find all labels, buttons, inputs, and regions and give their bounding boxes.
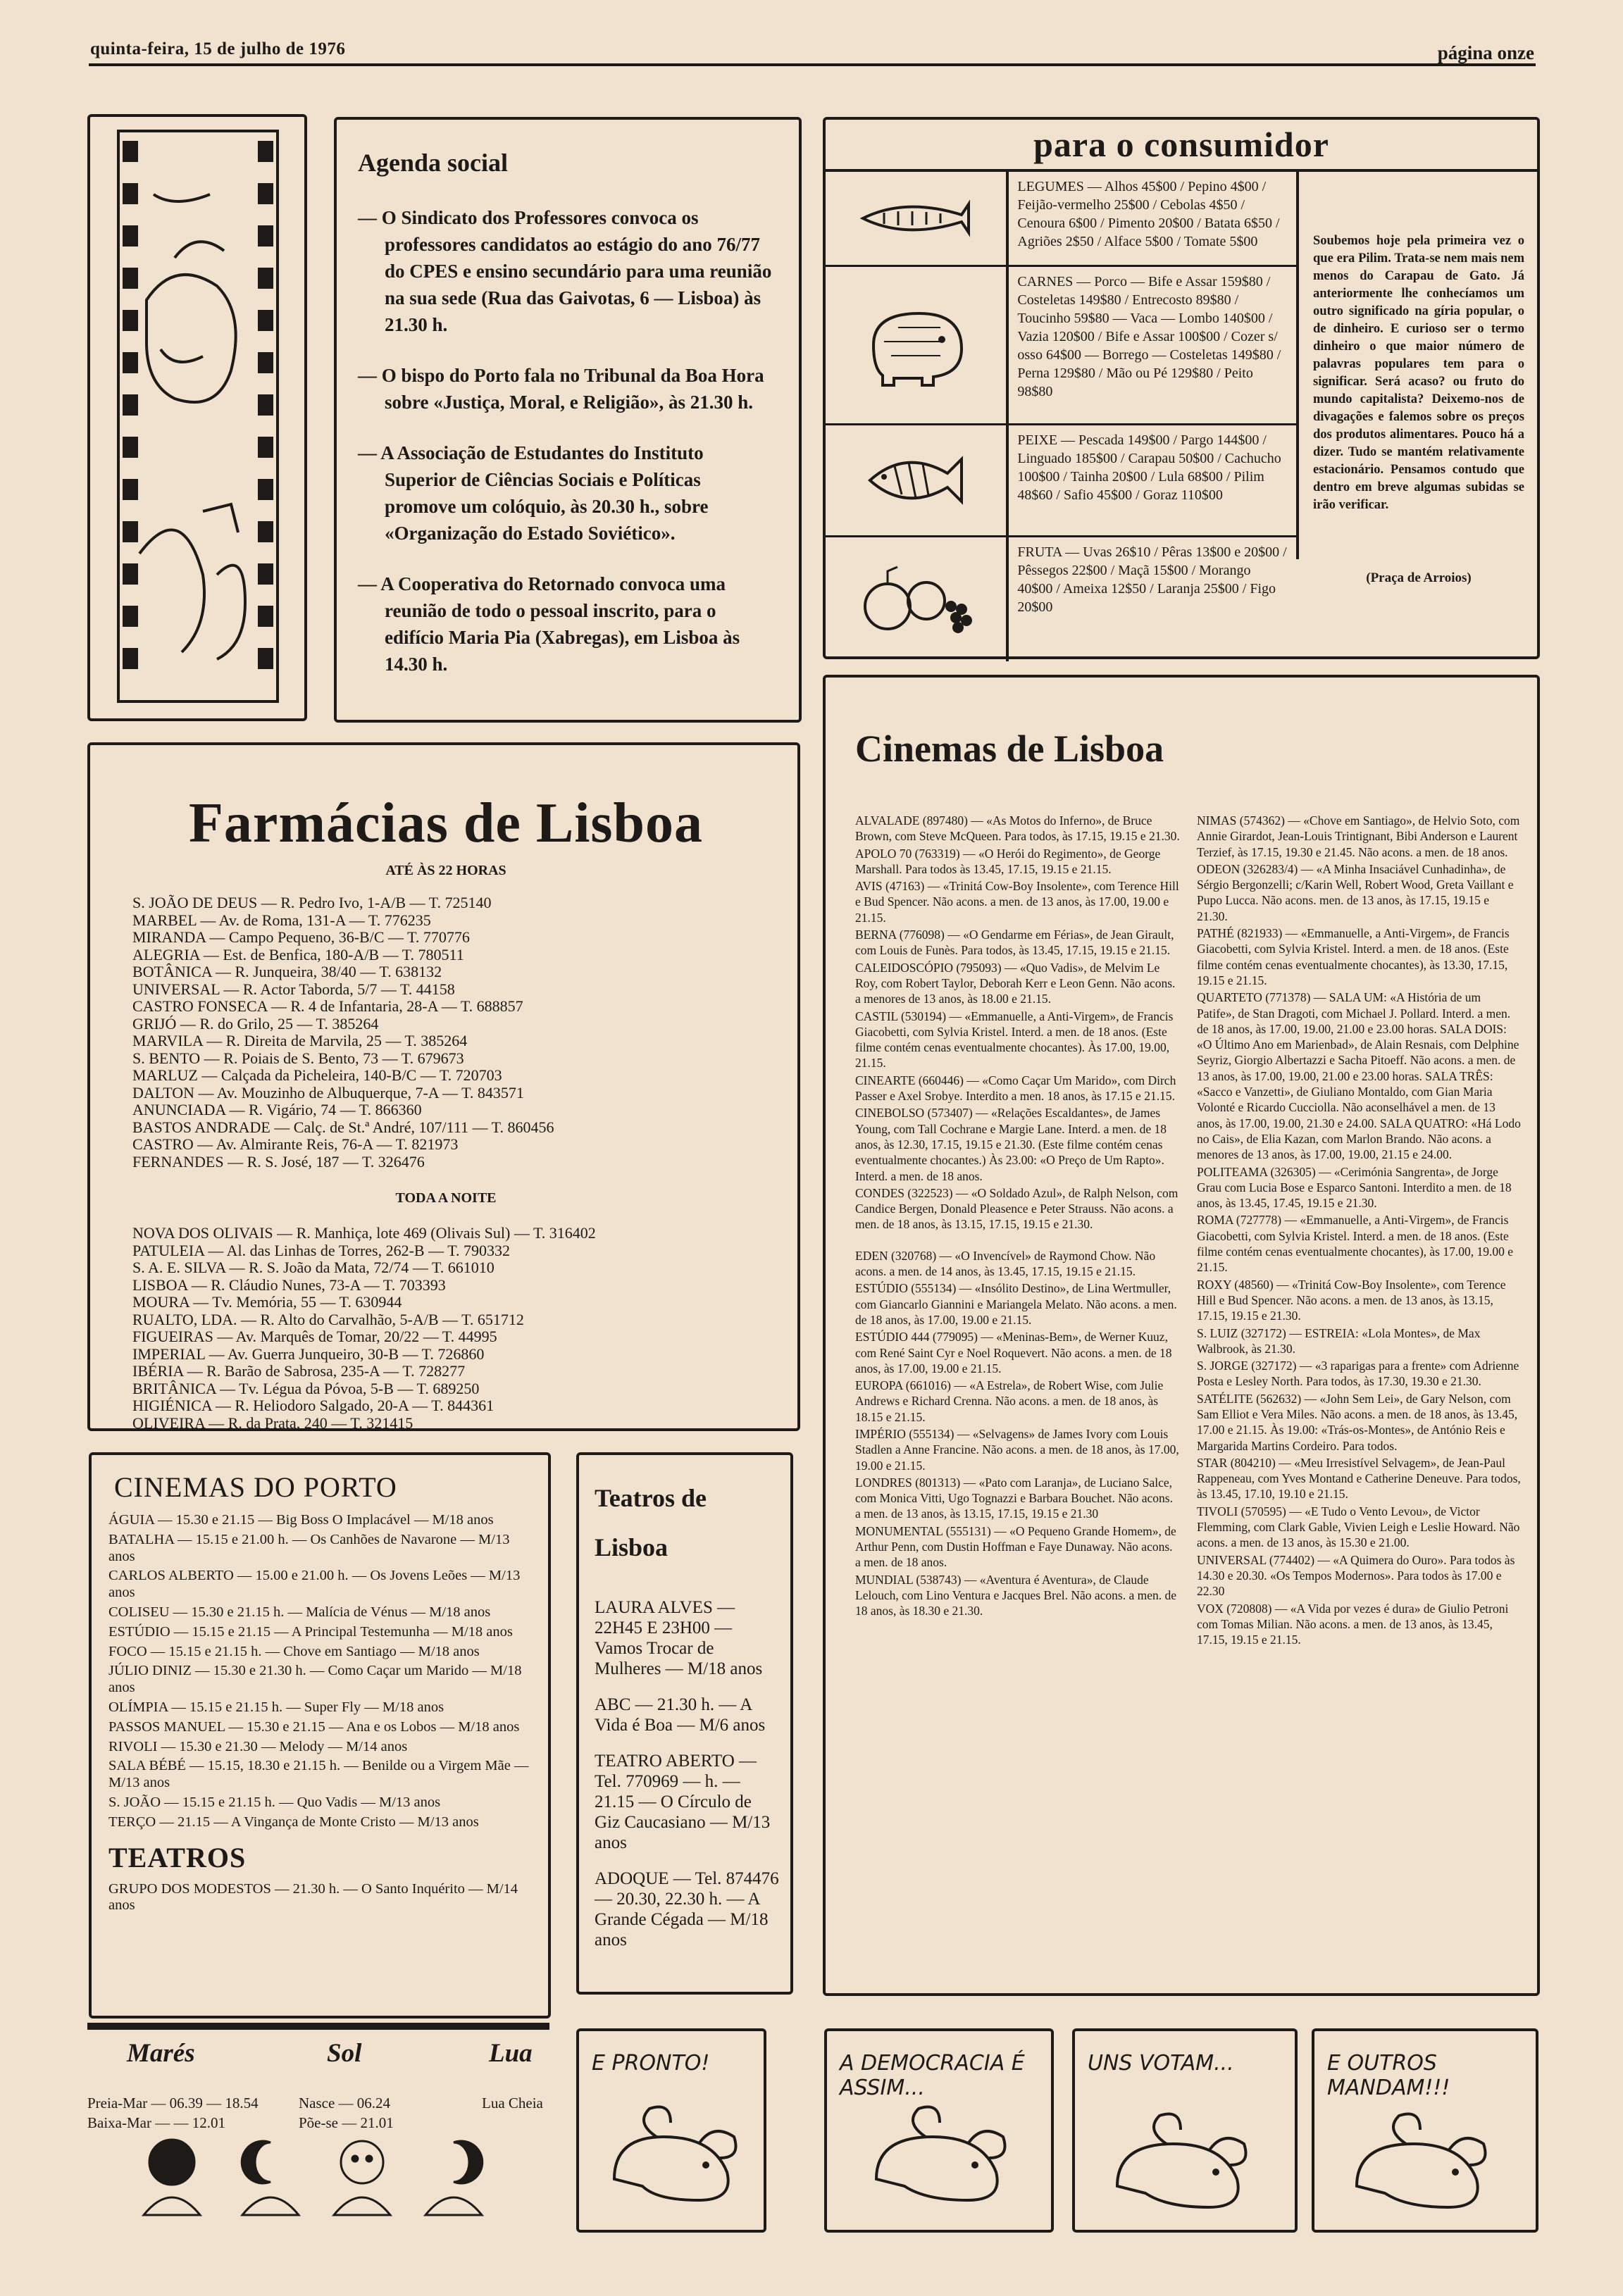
list-item: LAURA ALVES — 22H45 E 23H00 — Vamos Trocar de Mulheres — M/18 anos bbox=[595, 1598, 763, 1678]
list-item: CONDES (322523) — «O Soldado Azul», de Ralph Nelson, com Candice Bergen, Donald Pleasence e Peter Strauss. Não acons. a men. de 18 anos, às 13.15, 17.15, 19.15 e 21.30. bbox=[855, 1185, 1179, 1232]
price-text: LEGUMES — Alhos 45$00 / Pepino 4$00 / Feijão-vermelho 25$00 / Cebolas 4$50 / Cenoura 6$00 / Pimento 20$00 / Batata 6$50 / Agriões 2$50 / Alface 5$00 / Tomate 5$00 bbox=[1017, 179, 1280, 249]
cinema-columns bbox=[855, 813, 1522, 1649]
list-item: CASTRO — Av. Almirante Reis, 76-A — T. 821973 bbox=[132, 1135, 459, 1153]
teatros-porto-title: TEATROS bbox=[108, 1841, 247, 1873]
list-item: IBÉRIA — R. Barão de Sabrosa, 235-A — T. 728277 bbox=[132, 1362, 466, 1380]
list-item: ANUNCIADA — R. Vigário, 74 — T. 866360 bbox=[132, 1101, 422, 1118]
list-item: EDEN (320768) — «O Invencível» de Raymond Chow. Não acons. a men. de 14 anos, às 13.45, 17.15, 19.15 e 21.15. bbox=[855, 1248, 1156, 1279]
list-item: DALTON — Av. Mouzinho de Albuquerque, 7-A — T. 843571 bbox=[132, 1083, 524, 1102]
list-item: ABC — 21.30 h. — A Vida é Boa — M/6 anos bbox=[595, 1695, 766, 1735]
list-item: ESTÚDIO 444 (779095) — «Meninas-Bem», de Werner Kuuz, com René Saint Cyr e Noel Roquevert. Não acons. a men. de 18 anos, às 17.00, 19.00 e 21.15. bbox=[855, 1330, 1172, 1375]
list-item: JÚLIO DINIZ — 15.30 e 21.30 h. — Como Caçar um Marido — M/18 anos bbox=[108, 1663, 522, 1696]
teatros-lisboa-title: Teatros de Lisboa bbox=[595, 1484, 707, 1561]
list-item: ADOQUE — Tel. 874476 — 20.30, 22.30 h. — A Grande Cégada — M/18 anos bbox=[595, 1869, 779, 1949]
list-item: S. LUIZ (327172) — ESTREIA: «Lola Montes», de Max Walbrook, às 21.30. bbox=[1197, 1325, 1481, 1356]
list-item: MONUMENTAL (555131) — «O Pequeno Grande Homem», de Arthur Penn, com Dustin Hoffman e Faye Dunaway. Não acons. a men. de 18 anos. bbox=[855, 1523, 1176, 1570]
list-item: NIMAS (574362) — «Chove em Santiago», de Helvio Soto, com Annie Girardot, Jean-Louis Trintignant, Bibi Anderson e Laurent Terzief, às 17.15, 19.30 e 21.45. Não acons. a men. de 18 anos. bbox=[1197, 813, 1520, 859]
teatros-porto-list bbox=[108, 1881, 531, 1915]
list-item: TIVOLI (570595) — «E Tudo o Vento Levou», de Victor Flemming, com Clark Gable, Vivien Leigh e Leslie Howard. Não acons. a men. de 13 anos, às 15.30 e 21.00. bbox=[1197, 1504, 1520, 1550]
price-text: FRUTA — Uvas 26$10 / Pêras 13$00 e 20$00 / Pêssegos 22$00 / Maçã 15$00 / Morango 40$00 / Ameixa 12$50 / Laranja 25$00 / Figo 20$00 bbox=[1017, 544, 1287, 615]
list-item: BATALHA — 15.15 e 21.00 h. — Os Canhões de Navarone — M/13 anos bbox=[108, 1531, 510, 1564]
list-item: NOVA DOS OLIVAIS — R. Manhiça, lote 469 (Olivais Sul) — T. 316402 bbox=[132, 1224, 596, 1242]
tides-heading: Marés bbox=[127, 2039, 195, 2068]
list-item: UNIVERSAL — R. Actor Taborda, 5/7 — T. 44158 bbox=[132, 980, 455, 998]
list-item: VOX (720808) — «A Vida por vezes é dura» de Giulio Petroni com Tomas Milian. Não acons. a men. de 13 anos, às 13.45, 17.15, 19.15 e 21.15. bbox=[1197, 1601, 1509, 1647]
list-item: S. BENTO — R. Poiais de S. Bento, 73 — T. 679673 bbox=[132, 1049, 464, 1067]
cinema-column-right bbox=[1197, 813, 1522, 1649]
ram-drawing bbox=[586, 2095, 762, 2221]
pharmacies-subtitle: ATÉ ÀS 22 HORAS bbox=[385, 863, 506, 878]
cartoon-caption: E OUTROS MANDAM!!! bbox=[1327, 2051, 1450, 2100]
list-item: S. A. E. SILVA — R. S. João da Mata, 72/74 — T. 661010 bbox=[132, 1259, 495, 1276]
list-item: ÁGUIA — 15.30 e 21.15 — Big Boss O Implacável — M/18 anos bbox=[108, 1512, 494, 1528]
sunset: Põe-se — 21.01 bbox=[299, 2114, 394, 2131]
list-item: CARLOS ALBERTO — 15.00 e 21.00 h. — Os Jovens Leões — M/13 anos bbox=[108, 1568, 521, 1601]
list-item: UNIVERSAL (774402) — «A Quimera do Ouro». Para todos às 14.30 e 20.30. «Os Tempos Modernos». Para todos às 17.00 e 22.30 bbox=[1197, 1552, 1515, 1599]
list-item: FIGUEIRAS — Av. Marquês de Tomar, 20/22 — T. 44995 bbox=[132, 1328, 497, 1345]
price-row-legumes bbox=[826, 172, 1296, 267]
ram-drawing bbox=[1082, 2095, 1293, 2221]
moon-heading: Lua bbox=[489, 2039, 533, 2068]
list-item: RUALTO, LDA. — R. Alto do Carvalhão, 5-A/B — T. 651712 bbox=[132, 1310, 524, 1328]
sun-heading: Sol bbox=[327, 2039, 362, 2068]
divider bbox=[1296, 172, 1299, 559]
list-item: GRIJÓ — R. do Grilo, 25 — T. 385264 bbox=[132, 1014, 379, 1032]
list-item: PASSOS MANUEL — 15.30 e 21.15 — Ana e os Lobos — M/18 anos bbox=[108, 1718, 520, 1735]
list-item: STAR (804210) — «Meu Irresistível Selvagem», de Jean-Paul Rappeneau, com Yves Montand e Catherine Deneuve. Para todos, às 13.45, 17.10, 19.10 e 21.15. bbox=[1197, 1455, 1521, 1502]
list-item: IMPERIAL — Av. Guerra Junqueiro, 30-B — T. 726860 bbox=[132, 1344, 485, 1363]
consumer-signature: (Praça de Arroios) bbox=[1366, 570, 1472, 585]
moon-phase: Lua Cheia bbox=[482, 2095, 543, 2111]
vegetables-icon bbox=[826, 172, 1009, 265]
film-strip-illustration bbox=[87, 114, 307, 721]
list-item: FOCO — 15.15 e 21.15 h. — Chove em Santiago — M/18 anos bbox=[108, 1643, 480, 1659]
almanac-top-bar bbox=[87, 2023, 549, 2030]
list-item: SALA BÉBÉ — 15.15, 18.30 e 21.15 h. — Benilde ou a Virgem Mãe — M/13 anos bbox=[108, 1758, 529, 1791]
header-rule bbox=[89, 63, 1536, 66]
list-item: FERNANDES — R. S. José, 187 — T. 326476 bbox=[132, 1152, 425, 1171]
list-item: MIRANDA — Campo Pequeno, 36-B/C — T. 770776 bbox=[132, 928, 470, 946]
list-item: MUNDIAL (538743) — «Aventura é Aventura», de Claude Lelouch, com Lino Ventura e Jacques Brel. Não acons. a men. de 18 anos, às 18.30 e 21.30. bbox=[855, 1572, 1176, 1618]
list-item: CINEBOLSO (573407) — «Relações Escaldantes», de James Young, com Tall Cochrane e Margie Lane. Interd. a men. de 18 anos, às 12.30, 17.15, 19.15 e 21.30. (Este filme contém cenas eventualmente chocantes.) Às 23.00: «O Preço de Um Rapto». Interd. a men. de 18 anos. bbox=[855, 1106, 1167, 1183]
list-item: AVIS (47163) — «Trinitá Cow-Boy Insolente», com Terence Hill e Bud Spencer. Não acons. a men. de 13 anos, às 17.00, 19.00 e 21.15. bbox=[855, 879, 1179, 925]
list-item: MARLUZ — Calçada da Picheleira, 140-B/C — T. 720703 bbox=[132, 1066, 502, 1084]
list-item: ESTÚDIO — 15.15 e 21.15 — A Principal Testemunha — M/18 anos bbox=[108, 1623, 513, 1640]
cartoon-panel bbox=[576, 2028, 766, 2233]
list-item: APOLO 70 (763319) — «O Herói do Regimento», de George Marshall. Para todos às 13.45, 17.15, 19.15 e 21.15. bbox=[855, 846, 1161, 876]
sunrise: Nasce — 06.24 bbox=[299, 2095, 391, 2111]
list-item: ROMA (727778) — «Emmanuelle, a Anti-Virgem», de Francis Giacobetti, com Sylvia Kristel. Interd. a men. de 18 anos. (Este filme contém cenas eventualmente chocantes), às 17.00, 19.00 e 21.15. bbox=[1197, 1213, 1514, 1275]
agenda-item: — O Sindicato dos Professores convoca os professores candidatos ao estágio do ano 76/77 do CPES e ensino secundário para uma reunião na sua sede (Rua das Gaivotas, 6 — Lisboa) às 21.30 h. bbox=[358, 207, 772, 335]
pharmacies-title: Farmácias de Lisboa bbox=[188, 792, 704, 854]
header-date: quinta-feira, 15 de julho de 1976 bbox=[90, 39, 346, 58]
tides-values bbox=[87, 2093, 259, 2133]
list-item: RIVOLI — 15.30 e 21.30 — Melody — M/14 anos bbox=[108, 1738, 408, 1754]
consumer-title: para o consumidor bbox=[1033, 125, 1329, 164]
list-item: CALEIDOSCÓPIO (795093) — «Quo Vadis», de Melvim Le Roy, com Robert Taylor, Deborah Kerr e Leon Genn. Não acons. a menores de 13 anos, às 18.00 e 21.15. bbox=[855, 960, 1176, 1006]
cinema-column-left bbox=[855, 813, 1180, 1649]
list-item: ROXY (48560) — «Trinitá Cow-Boy Insolente», com Terence Hill e Bud Spencer. Não acons. a men. de 13 anos, às 13.15, 17.15, 19.15 e 21.30. bbox=[1197, 1277, 1506, 1323]
sun-values bbox=[299, 2093, 394, 2133]
header-page-number: página onze bbox=[1437, 42, 1534, 63]
price-row-peixe bbox=[826, 425, 1296, 537]
list-item: BASTOS ANDRADE — Calç. de St.ª André, 107/111 — T. 860456 bbox=[132, 1118, 554, 1136]
list-item: ALVALADE (897480) — «As Motos do Inferno», de Bruce Brown, com Steve McQueen. Para todos, às 17.15, 19.15 e 21.30. bbox=[855, 813, 1180, 844]
list-item: BERNA (776098) — «O Gendarme em Férias», de Jean Girault, com Louis de Funès. Para todos, às 13.45, 17.15, 19.15 e 21.15. bbox=[855, 928, 1174, 958]
price-table bbox=[826, 172, 1296, 661]
list-item: BOTÂNICA — R. Junqueira, 38/40 — T. 638132 bbox=[132, 963, 442, 980]
agenda-item: — A Associação de Estudantes do Instituto Superior de Ciências Sociais e Políticas promove um colóquio, às 20.30 h., sobre «Organização do Estado Soviético». bbox=[358, 442, 709, 544]
cinemas-lisboa-box bbox=[823, 675, 1540, 1996]
almanac-panel bbox=[87, 2023, 552, 2220]
list-item: S. JOÃO DE DEUS — R. Pedro Ivo, 1-A/B — T. 725140 bbox=[132, 894, 492, 911]
pharmacies-box bbox=[87, 742, 800, 1431]
pharmacies-list-all-night bbox=[132, 1225, 759, 1432]
cartoon-caption: A DEMOCRACIA É ASSIM... bbox=[840, 2051, 1025, 2100]
cartoon-caption: E PRONTO! bbox=[592, 2051, 710, 2076]
consumer-note: Soubemos hoje pela primeira vez o que era Pilim. Trata-se nem mais nem menos do Carapau de Gato. Já anteriormente lhe conhecíamos um outro significado na gíria popular, o de dinheiro. E curioso ser o termo dinheiro o que maior número de palavras populares tem para o significar. Será acaso? ou fruto do mundo capitalista? Deixemo-nos de divagações e falemos sobre os preços dos produtos alimentares. Pouco há a dizer. Tudo se mantém relativamente estacionário. Pensamos contudo que dentro em breve algumas subidas se irão verificar. bbox=[1313, 234, 1524, 512]
list-item: GRUPO DOS MODESTOS — 21.30 h. — O Santo Inquérito — M/14 anos bbox=[108, 1880, 518, 1914]
cartoon-panel bbox=[1072, 2028, 1298, 2233]
list-item: IMPÉRIO (555134) — «Selvagens» de James Ivory com Louis Stadlen a Anne Francine. Não acons. a men. de 18 anos, às 17.00, 19.00 e 21.15. bbox=[855, 1426, 1179, 1473]
price-text: PEIXE — Pescada 149$00 / Pargo 144$00 / Linguado 185$00 / Carapau 50$00 / Cachucho 100$00 / Tainha 20$00 / Lula 68$00 / Pilim 48$60 / Safio 45$00 / Goraz 110$00 bbox=[1017, 432, 1281, 503]
list-item: HIGIÉNICA — R. Heliodoro Salgado, 20-A — T. 844361 bbox=[132, 1397, 495, 1414]
moon-phases-figures bbox=[130, 2134, 524, 2219]
list-item: LONDRES (801313) — «Pato com Laranja», de Luciano Salce, com Monica Vitti, Ugo Tognazzi e Barbara Bouchet. Não acons. a men. de 13 anos, às 13.15, 17.15, 19.15 e 21.30 bbox=[855, 1475, 1173, 1521]
list-item: MARBEL — Av. de Roma, 131-A — T. 776235 bbox=[132, 911, 431, 929]
ram-drawing bbox=[1322, 2095, 1533, 2221]
pharmacies-subtitle: TODA A NOITE bbox=[395, 1190, 497, 1206]
price-row-fruta bbox=[826, 537, 1296, 661]
fish-icon bbox=[826, 425, 1009, 535]
cinemas-porto-list bbox=[108, 1512, 531, 1831]
agenda-item: — A Cooperativa do Retornado convoca uma reunião de todo o pessoal inscrito, para o edifício Maria Pia (Xabregas), em Lisboa às 14.30 h. bbox=[358, 573, 740, 675]
cinemas-lisboa-title: Cinemas de Lisboa bbox=[855, 728, 1164, 770]
pharmacies-list-until-22 bbox=[132, 894, 759, 1171]
list-item: MARVILA — R. Direita de Marvila, 25 — T. 385264 bbox=[132, 1032, 468, 1049]
low-tide: Baixa-Mar — — 12.01 bbox=[87, 2114, 225, 2131]
list-item: CASTRO FONSECA — R. 4 de Infantaria, 28-A — T. 688857 bbox=[132, 997, 523, 1015]
list-item: QUARTETO (771378) — SALA UM: «A História de um Patife», de Stan Dragoti, com Michael J. Pollard. Interd. a men. de 18 anos, às 17.00, 19.00, 21.00 e 23.00 horas. SALA DOIS: «O Último Ano em Marienbad», de Alain Resnais, com Delphine Seyriz, Giorgio Albertazzi e Sacha Pitoeff. Não acons. a men. de 13 anos, às 17.00, 19.00, 21.00 e 23.00 horas. SALA TRÊS: «Sacco e Vanzetti», de Giuliano Montaldo, com Gian Maria Volonté e Ricardo Cucciolla. Não aconselhável a men. de 13 anos, às 17.00, 19.00, 21.30 e 24.00. SALA QUATRO: «Há Lodo no Cais», de Elia Kazan, com Marlon Brando. Não acons. a menores de 13 anos, às 17.00, 19.00, 21.15 e 24.00. bbox=[1197, 990, 1521, 1162]
price-text: CARNES — Porco — Bife e Assar 159$80 / Costeletas 149$80 / Entrecosto 89$80 / Toucinho 59$80 — Vaca — Lombo 140$00 / Vazia 120$00 / Bife e Assar 100$00 / Cozer s/ osso 64$00 — Borrego — Costeletas 149$80 / Perna 129$80 / Mão ou Pé 129$80 / Peito 98$80 bbox=[1017, 274, 1281, 399]
list-item: PATULEIA — Al. das Linhas de Torres, 262-B — T. 790332 bbox=[132, 1241, 511, 1259]
list-item: MOURA — Tv. Memória, 55 — T. 630944 bbox=[132, 1293, 402, 1311]
cartoon-panel bbox=[1312, 2028, 1538, 2233]
cartoon-caption: UNS VOTAM... bbox=[1088, 2051, 1234, 2076]
agenda-item: — O bispo do Porto fala no Tribunal da Boa Hora sobre «Justiça, Moral, e Religião», às 21.30 h. bbox=[358, 365, 764, 413]
list-item: EUROPA (661016) — «A Estrela», de Robert Wise, com Julie Andrews e Richard Crenna. Não acons. a men. de 18 anos, às 18.15 e 21.15. bbox=[855, 1378, 1164, 1424]
cartoon-panel bbox=[824, 2028, 1054, 2233]
list-item: CASTIL (530194) — «Emmanuelle, a Anti-Virgem», de Francis Giacobetti, com Sylvia Kristel. Interd. a men. de 18 anos. (Este filme contém cenas eventualmente chocantes). Às 17.00, 19.00, 21.15. bbox=[855, 1009, 1174, 1071]
list-item: ALEGRIA — Est. de Benfica, 180-A/B — T. 780511 bbox=[132, 945, 464, 963]
list-item: ESTÚDIO (555134) — «Insólito Destino», de Lina Wertmuller, com Giancarlo Giannini e Mariangela Melato. Não acons. a men. de 18 anos, às 17.00, 19.00 e 21.15. bbox=[855, 1281, 1177, 1327]
consumer-prices-box bbox=[823, 117, 1540, 659]
fruit-icon bbox=[826, 537, 1009, 661]
list-item: S. JOÃO — 15.15 e 21.15 h. — Quo Vadis — M/13 anos bbox=[108, 1794, 441, 1810]
list-item: TEATRO ABERTO — Tel. 770969 — h. — 21.15 — O Círculo de Giz Caucasiano — M/13 anos bbox=[595, 1752, 771, 1852]
list-item: CINEARTE (660446) — «Como Caçar Um Marido», com Dirch Passer e Axel Srobye. Interdito a men. 18 anos, às 17.15 e 21.15. bbox=[855, 1073, 1176, 1104]
list-item: LISBOA — R. Cláudio Nunes, 73-A — T. 703393 bbox=[132, 1275, 446, 1294]
list-item: POLITEAMA (326305) — «Cerimónia Sangrenta», de Jorge Grau com Lucia Bose e Esparco Santoni. Interdito a men. de 18 anos, às 13.45, 17.45, 19.15 e 21.30. bbox=[1197, 1164, 1512, 1211]
list-item: BRITÂNICA — Tv. Légua da Póvoa, 5-B — T. 689250 bbox=[132, 1379, 480, 1397]
teatros-lisboa-box bbox=[576, 1452, 793, 1995]
ram-drawing bbox=[834, 2095, 1045, 2221]
cinemas-porto-title: CINEMAS DO PORTO bbox=[114, 1471, 397, 1503]
list-item: TERÇO — 21.15 — A Vingança de Monte Cristo — M/13 anos bbox=[108, 1814, 479, 1830]
price-row-carnes bbox=[826, 267, 1296, 425]
list-item: S. JORGE (327172) — «3 raparigas para a frente» com Adrienne Posta e Lesley North. Para todos, às 17.30, 19.30 e 21.30. bbox=[1197, 1359, 1519, 1389]
list-item: OLIVEIRA — R. da Prata, 240 — T. 321415 bbox=[132, 1414, 413, 1432]
list-item: COLISEU — 15.30 e 21.15 h. — Malícia de Vénus — M/18 anos bbox=[108, 1604, 491, 1620]
list-item: SATÉLITE (562632) — «John Sem Lei», de Gary Nelson, com Sam Elliot e Vera Miles. Não acons. a men. de 18 anos, às 13.45, 17.00 e 21.15. Às 19.00: «Trás-os-Montes», de António Reis e Margarida Martins Cordeiro. Para todos. bbox=[1197, 1391, 1518, 1453]
cinemas-porto-box bbox=[89, 1452, 551, 2019]
agenda-social-box bbox=[334, 117, 802, 723]
pig-icon bbox=[826, 267, 1009, 423]
list-item: ODEON (326283/4) — «A Minha Insaciável Cunhadinha», de Sérgio Bergonzelli; c/Karin Well, Robert Wood, Greta Vaillant e Pupo Lucca. Não acons. men. de 13 anos, às 17.15, 19.15 e 21.30. bbox=[1197, 861, 1514, 923]
high-tide: Preia-Mar — 06.39 — 18.54 bbox=[87, 2095, 259, 2111]
list-item: OLÍMPIA — 15.15 e 21.15 h. — Super Fly — M/18 anos bbox=[108, 1699, 444, 1715]
agenda-title: Agenda social bbox=[358, 149, 509, 177]
list-item: PATHÉ (821933) — «Emmanuelle, a Anti-Virgem», de Francis Giacobetti, com Sylvia Kristel. Interd. a men. de 18 anos. (Este filme contém cenas eventualmente chocantes), às 13.30, 17.15, 19.15 e 21.15. bbox=[1197, 926, 1510, 987]
